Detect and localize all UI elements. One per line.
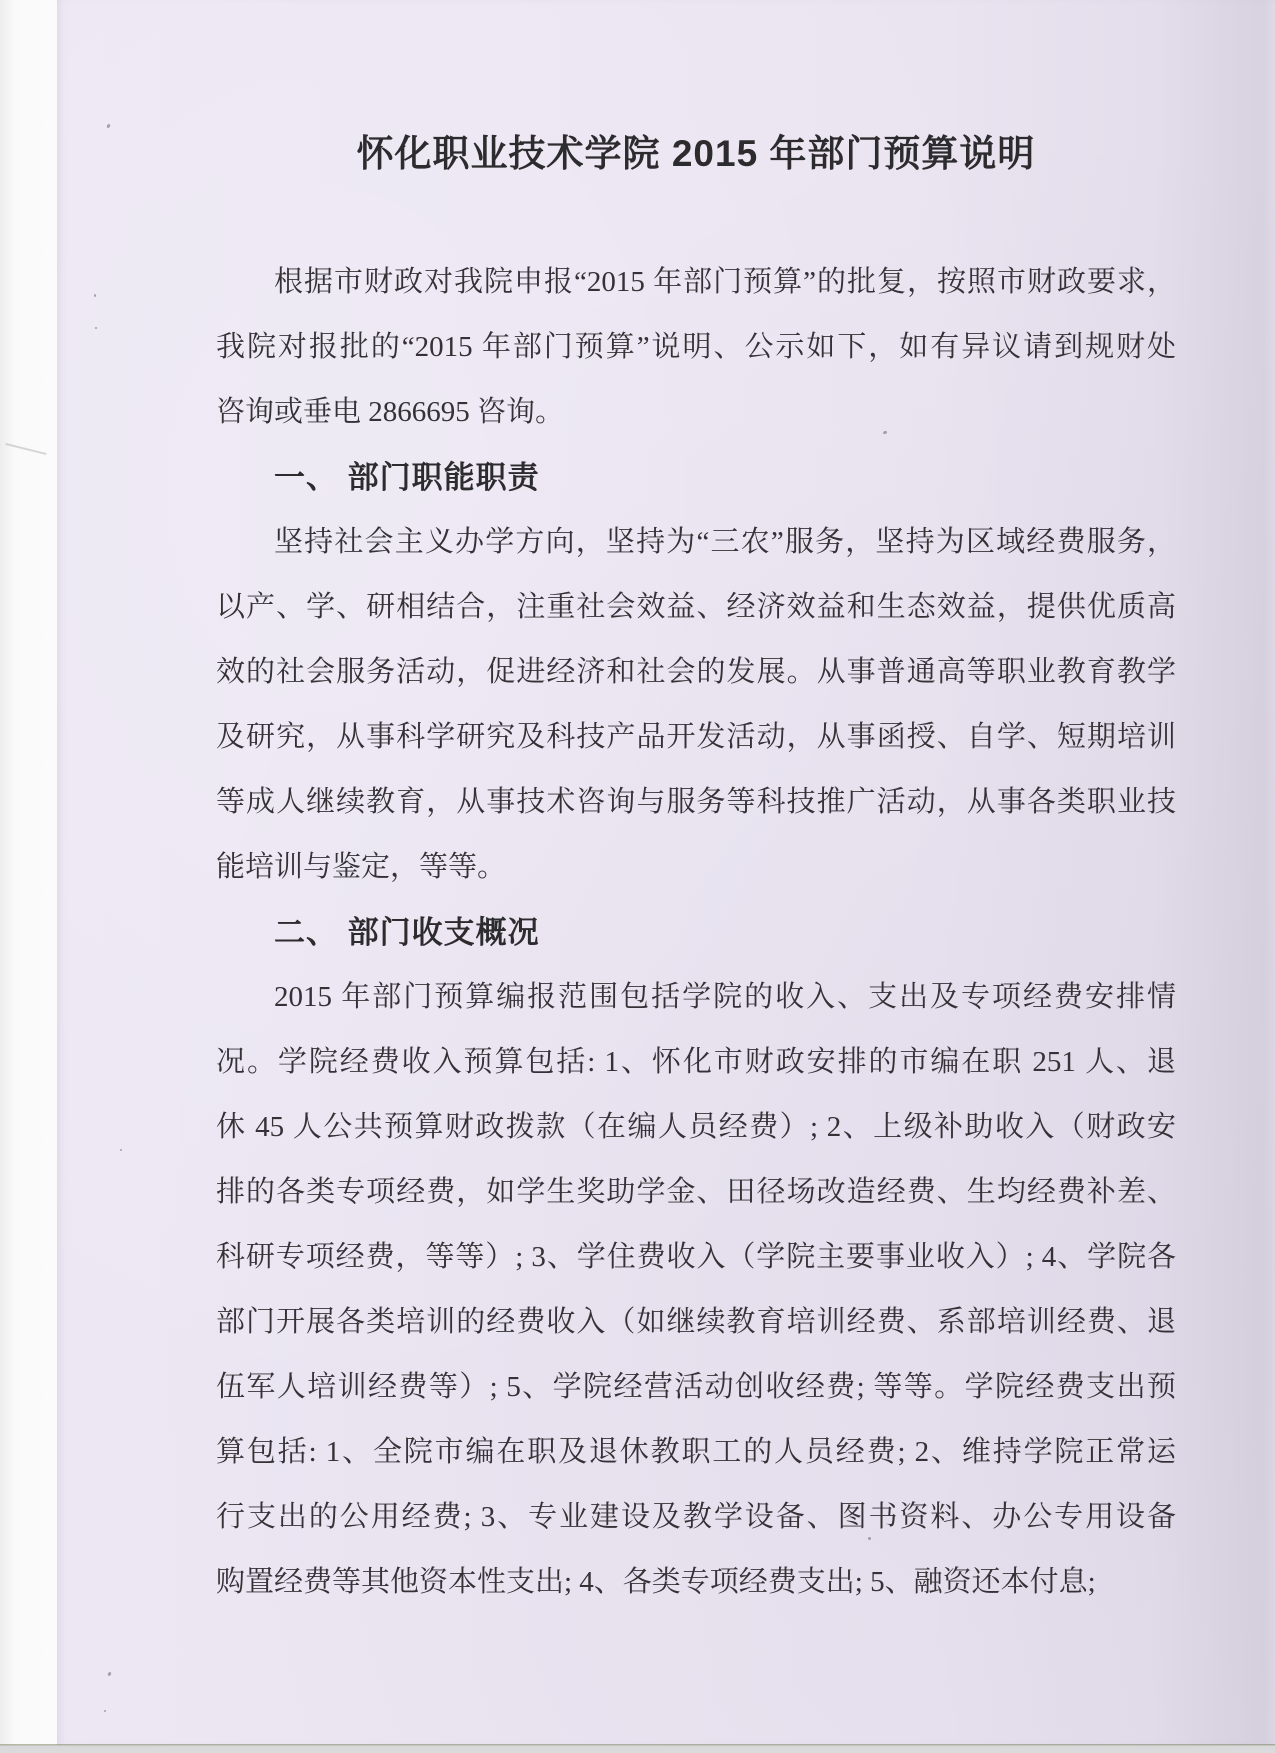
text-line: 我院对报批的“2015 年部门预算”说明、公示如下，如有异议请到规财处 bbox=[216, 331, 1176, 363]
paper bbox=[57, 0, 1275, 1745]
paragraph bbox=[216, 965, 1176, 1615]
text-line: 伍军人培训经费等）; 5、学院经营活动创收经费; 等等。学院经费支出预 bbox=[216, 1371, 1176, 1403]
text-line: 根据市财政对我院申报“2015 年部门预算”的批复，按照市财政要求， bbox=[274, 266, 1176, 298]
document-title: 怀化职业技术学院 2015 年部门预算说明 bbox=[356, 133, 1036, 174]
scan-speck bbox=[120, 1149, 122, 1151]
paragraph bbox=[216, 510, 1176, 900]
text-line: 行支出的公用经费; 3、专业建设及教学设备、图书资料、办公专用设备 bbox=[216, 1501, 1176, 1533]
scan-speck bbox=[94, 294, 96, 297]
text-line: 购置经费等其他资本性支出; 4、各类专项经费支出; 5、融资还本付息; bbox=[216, 1566, 1096, 1598]
text-line: 坚持社会主义办学方向，坚持为“三农”服务，坚持为区域经费服务， bbox=[274, 526, 1176, 558]
scan-edge-strip bbox=[0, 0, 57, 1745]
document-body bbox=[216, 250, 1176, 1615]
text-line: 2015 年部门预算编报范围包括学院的收入、支出及专项经费安排情 bbox=[274, 981, 1176, 1013]
scan-speck bbox=[868, 1537, 871, 1540]
paragraph bbox=[216, 250, 1176, 445]
scan-speck bbox=[104, 1710, 106, 1712]
text-line: 咨询或垂电 2866695 咨询。 bbox=[216, 396, 565, 428]
text-line: 及研究，从事科学研究及科技产品开发活动，从事函授、自学、短期培训 bbox=[216, 721, 1176, 753]
text-line: 况。学院经费收入预算包括: 1、怀化市财政安排的市编在职 251 人、退 bbox=[216, 1046, 1176, 1078]
scan-speck bbox=[106, 124, 110, 129]
text-line: 以产、学、研相结合，注重社会效益、经济效益和生态效益，提供优质高 bbox=[216, 591, 1176, 623]
text-line: 休 45 人公共预算财政拨款（在编人员经费）; 2、上级补助收入（财政安 bbox=[216, 1111, 1176, 1143]
text-line: 科研专项经费，等等）; 3、学住费收入（学院主要事业收入）; 4、学院各 bbox=[216, 1241, 1176, 1273]
text-line: 效的社会服务活动，促进经济和社会的发展。从事普通高等职业教育教学 bbox=[216, 656, 1176, 688]
text-line: 等成人继续教育，从事技术咨询与服务等科技推广活动，从事各类职业技 bbox=[216, 786, 1176, 818]
text-line: 算包括: 1、全院市编在职及退休教职工的人员经费; 2、维持学院正常运 bbox=[216, 1436, 1176, 1468]
text-line: 能培训与鉴定，等等。 bbox=[216, 851, 507, 883]
scan-speck bbox=[95, 327, 97, 329]
section-heading: 一、 部门职能职责 bbox=[274, 460, 540, 495]
section-heading: 二、 部门收支概况 bbox=[274, 915, 540, 950]
scanner-bed-edge bbox=[0, 1744, 1275, 1753]
text-line: 部门开展各类培训的经费收入（如继续教育培训经费、系部培训经费、退 bbox=[216, 1306, 1176, 1338]
scan-speck bbox=[107, 1672, 112, 1677]
text-line: 排的各类专项经费，如学生奖助学金、田径场改造经费、生均经费补差、 bbox=[216, 1176, 1176, 1208]
